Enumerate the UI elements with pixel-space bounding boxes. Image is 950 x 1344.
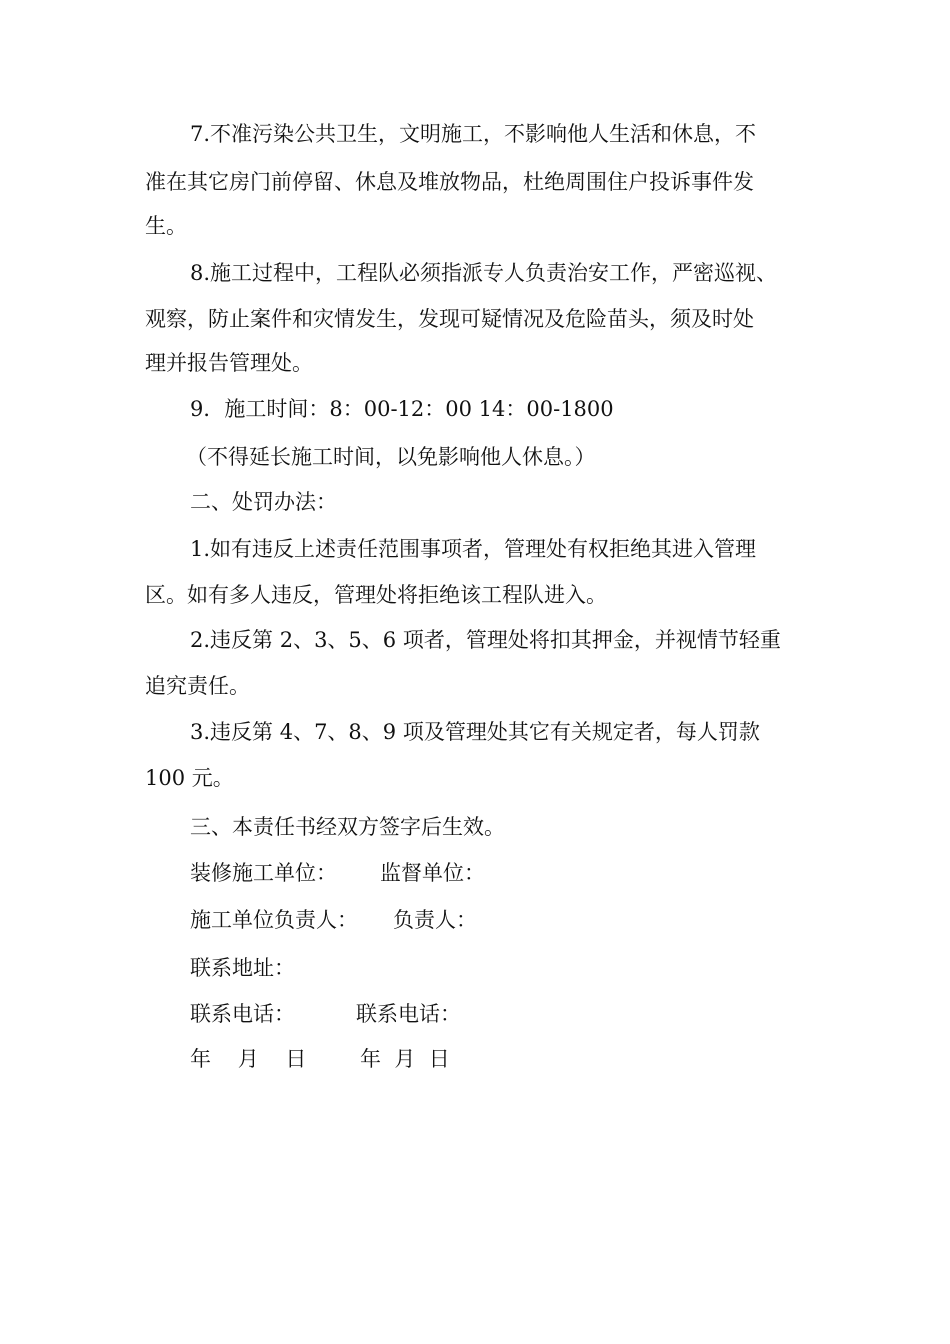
item7-line3: 生。: [145, 214, 187, 238]
penalty1-line2: 区。如有多人违反，管理处将拒绝该工程队进入。: [145, 583, 607, 607]
penalty2-line2: 追究责任。: [145, 674, 250, 698]
contractor-head-label: 施工单位负责人：: [190, 908, 358, 932]
date-right-label: 年 月 日: [360, 1047, 450, 1071]
penalty1-line1: 1.如有违反上述责任范围事项者，管理处有权拒绝其进入管理: [190, 537, 757, 561]
phone-left-label: 联系电话：: [190, 1002, 295, 1026]
contractor-unit-label: 装修施工单位：: [190, 861, 337, 885]
item9-note: （不得延长施工时间，以免影响他人休息。）: [186, 445, 596, 469]
item7-line2: 准在其它房门前停留、休息及堆放物品，杜绝周围住户投诉事件发: [145, 170, 754, 194]
penalty3-line1: 3.违反第 4、7、8、9 项及管理处其它有关规定者，每人罚款: [190, 720, 760, 744]
item8-line1: 8.施工过程中，工程队必须指派专人负责治安工作，严密巡视、: [190, 261, 778, 285]
supervisor-head-label: 负责人：: [393, 908, 477, 932]
penalty2-line1: 2.违反第 2、3、5、6 项者，管理处将扣其押金，并视情节轻重: [190, 628, 781, 652]
phone-right-label: 联系电话：: [356, 1002, 461, 1026]
item9-line1: 9．施工时间：8：00-12：00 14：00-1800: [190, 397, 614, 421]
section3-heading: 三、本责任书经双方签字后生效。: [190, 815, 505, 839]
section2-heading: 二、处罚办法：: [190, 490, 337, 514]
address-label: 联系地址：: [190, 956, 295, 980]
item8-line3: 理并报告管理处。: [145, 351, 313, 375]
item8-line2: 观察，防止案件和灾情发生，发现可疑情况及危险苗头，须及时处: [145, 307, 754, 331]
date-left-label: 年 月 日: [190, 1047, 307, 1071]
supervisor-unit-label: 监督单位：: [380, 861, 485, 885]
item7-line1: 7.不准污染公共卫生，文明施工，不影响他人生活和休息，不: [190, 122, 757, 146]
penalty3-line2: 100 元。: [145, 766, 234, 790]
